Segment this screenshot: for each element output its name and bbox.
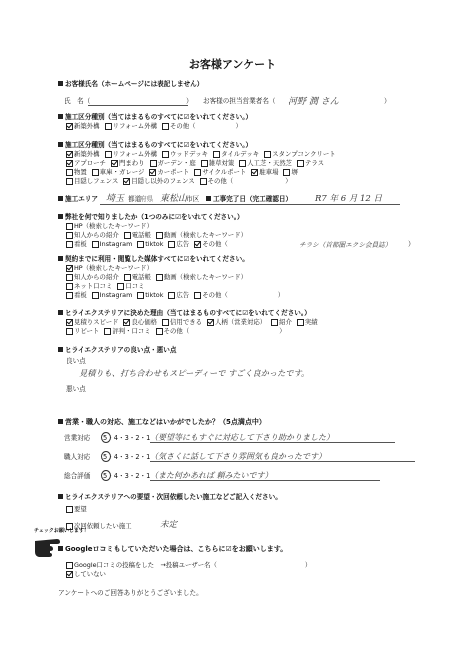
media-option[interactable]: 電話帳 <box>124 273 151 281</box>
checkbox-icon[interactable] <box>66 562 73 569</box>
checkbox-icon[interactable] <box>66 241 73 248</box>
source-option[interactable]: 電話帳 <box>124 231 151 239</box>
media-option-hp[interactable]: HP（検索したキーワード） <box>66 264 153 272</box>
checkbox-icon[interactable] <box>66 571 73 578</box>
checkbox-icon[interactable] <box>162 319 169 326</box>
footer-thanks: アンケートへのご回答ありがとうございました。 <box>58 589 203 597</box>
reason-option[interactable]: リピート <box>66 327 99 335</box>
checkbox-icon[interactable] <box>283 169 290 176</box>
media-option[interactable]: tiktok <box>137 291 163 299</box>
checkbox-icon[interactable] <box>168 241 175 248</box>
reason-option[interactable]: 評判・口コミ <box>104 327 150 335</box>
detail-option[interactable]: 雑草対策 <box>201 159 235 167</box>
checkbox-icon[interactable] <box>66 223 73 230</box>
checkbox-icon[interactable] <box>150 160 157 167</box>
area-line <box>100 204 400 205</box>
checkbox-icon[interactable] <box>66 169 73 176</box>
media-option[interactable]: 看板 <box>66 291 87 299</box>
checkbox-icon[interactable] <box>117 283 124 290</box>
construction-type-options <box>66 122 242 130</box>
checkbox-icon[interactable] <box>137 241 144 248</box>
square-bullet-icon <box>58 196 63 201</box>
checkbox-icon[interactable] <box>66 274 73 281</box>
good-label: 良い点 <box>66 357 86 365</box>
checkbox-icon[interactable] <box>66 232 73 239</box>
page-title: お客様アンケート <box>188 58 277 71</box>
detail-row-2 <box>66 159 324 167</box>
detail-option[interactable]: ガーデン・庭 <box>150 159 196 167</box>
checkbox-icon[interactable] <box>149 169 156 176</box>
reason-option-other[interactable]: その他（ ） <box>156 327 286 335</box>
checkbox-icon[interactable] <box>162 151 169 158</box>
reason-row-1 <box>66 318 318 326</box>
checkbox-icon[interactable] <box>264 151 271 158</box>
detail-row-3 <box>66 168 298 176</box>
detail-option[interactable]: 門まわり <box>111 159 145 167</box>
checkbox-icon[interactable] <box>66 160 73 167</box>
detail-option[interactable]: 目隠しフェンス <box>66 177 118 185</box>
detail-option[interactable]: 物置 <box>66 168 87 176</box>
square-bullet-icon <box>58 347 63 352</box>
checkbox-icon[interactable] <box>66 265 73 272</box>
area-city-suffix: 市区 <box>186 195 200 203</box>
checkbox-icon[interactable] <box>66 123 73 130</box>
checkbox-icon[interactable] <box>194 169 201 176</box>
media-option[interactable]: ネット口コミ <box>66 282 112 290</box>
option-reform[interactable]: リフォーム外構 <box>105 122 157 130</box>
square-bullet-icon <box>58 214 63 219</box>
detail-option[interactable]: アプローチ <box>66 159 106 167</box>
checkbox-icon[interactable] <box>201 160 208 167</box>
name-label: 氏 名（ <box>64 97 91 105</box>
media-row-2 <box>66 273 247 281</box>
checkbox-icon[interactable] <box>66 178 73 185</box>
source-option[interactable]: 動画（検索したキーワード） <box>156 231 247 239</box>
source-option-other[interactable]: その他（ <box>194 240 228 248</box>
source-option[interactable]: 知人からの紹介 <box>66 231 119 239</box>
checkbox-icon[interactable] <box>66 319 73 326</box>
media-option-other[interactable]: その他（ ） <box>194 291 284 299</box>
detail-option[interactable]: 新築外構 <box>66 150 100 158</box>
rating-line <box>150 480 380 481</box>
checkbox-icon[interactable] <box>105 151 112 158</box>
reason-option[interactable]: 紹介 <box>271 318 292 326</box>
detail-option[interactable]: 塀 <box>283 168 297 176</box>
checkbox-icon[interactable] <box>156 328 163 335</box>
source-row-3 <box>66 240 228 248</box>
checkbox-icon[interactable] <box>194 292 201 299</box>
source-row-2 <box>66 231 247 239</box>
detail-option[interactable]: 車庫・ガレージ <box>92 168 145 176</box>
checkbox-icon[interactable] <box>105 123 112 130</box>
name-field-line <box>88 105 188 106</box>
detail-option[interactable]: サイクルポート <box>194 168 246 176</box>
source-option[interactable]: 広告 <box>168 240 189 248</box>
square-bullet-icon <box>58 310 63 315</box>
detail-row-1 <box>66 150 336 158</box>
checkbox-icon[interactable] <box>271 319 278 326</box>
reason-option[interactable]: 信用できる <box>162 318 202 326</box>
media-row-1 <box>66 264 153 272</box>
rating-comment: （要望等にもすぐに対応して下さり助かりました） <box>150 433 334 442</box>
checkbox-icon[interactable] <box>66 283 73 290</box>
media-row-3 <box>66 282 145 290</box>
rating-scale[interactable]: 5・4・3・2・1 <box>103 453 151 461</box>
rating-selected-circle <box>101 432 111 443</box>
option-new[interactable]: 新築外構 <box>66 122 100 130</box>
source-option[interactable]: 看板 <box>66 240 87 248</box>
source-other-close: ） <box>408 240 415 248</box>
square-bullet-icon <box>58 546 63 551</box>
completion-value: R7 年 6 月 12 日 <box>315 194 383 204</box>
checkbox-icon[interactable] <box>200 178 207 185</box>
good-value: 見積りも、打ち合わせもスピーディーで すごく良かったです。 <box>79 368 310 378</box>
rating-selected-circle <box>101 451 111 462</box>
detail-option[interactable]: タイルデッキ <box>213 150 259 158</box>
checkbox-icon[interactable] <box>104 328 111 335</box>
square-bullet-icon <box>58 114 63 119</box>
checkbox-icon[interactable] <box>239 160 246 167</box>
reason-option[interactable]: 良心価格 <box>123 318 157 326</box>
detail-option[interactable]: 駐車場 <box>251 168 278 176</box>
detail-option[interactable]: 人工芝・天然芝 <box>239 159 292 167</box>
checkbox-icon[interactable] <box>66 151 73 158</box>
checkbox-icon[interactable] <box>111 160 118 167</box>
rating-line <box>150 442 395 443</box>
source-row-1 <box>66 222 153 230</box>
reason-option[interactable]: 見積りスピード <box>66 318 118 326</box>
detail-option[interactable]: リフォーム外構 <box>105 150 157 158</box>
media-heading: 契約までに利用・閲覧した媒体すべてに☑をいれてください。 <box>58 255 249 263</box>
checkbox-icon[interactable] <box>137 292 144 299</box>
source-option[interactable]: Instagram <box>92 240 133 248</box>
source-option-hp[interactable]: HP（検索したキーワード） <box>66 222 153 230</box>
construction-detail-heading: 施工区分種別（当てはまるものすべてに☑をいれてください。） <box>58 141 252 149</box>
checkbox-icon[interactable] <box>123 319 130 326</box>
name-close: ） <box>186 97 193 105</box>
rating-selected-circle <box>101 470 111 481</box>
checkbox-icon[interactable] <box>207 319 214 326</box>
detail-option[interactable]: スタンプコンクリート <box>264 150 335 158</box>
square-bullet-icon <box>58 81 63 86</box>
checkbox-icon[interactable] <box>213 151 220 158</box>
detail-option[interactable]: カーポート <box>149 168 189 176</box>
checkbox-icon[interactable] <box>124 274 131 281</box>
rating-heading: 営業・職人の対応、施工などはいかがでしたか？（5点満点中） <box>58 418 266 426</box>
source-other-value: チラシ（首都圏エクシ会員誌） <box>299 241 392 249</box>
source-heading: 弊社を何で知りましたか（1つのみに☑をいれてください。） <box>58 213 244 221</box>
checkbox-icon[interactable] <box>194 241 201 248</box>
checkbox-icon[interactable] <box>156 232 163 239</box>
media-option[interactable]: 知人からの紹介 <box>66 273 119 281</box>
checkbox-icon[interactable] <box>168 292 175 299</box>
request-next-value: 未定 <box>160 520 178 530</box>
square-bullet-icon <box>58 419 63 424</box>
square-bullet-icon <box>58 494 63 499</box>
checkbox-icon[interactable] <box>251 169 258 176</box>
rating-label: 営業対応 <box>64 434 91 442</box>
media-option[interactable]: 口コミ <box>117 282 144 290</box>
rating-label: 総合評価 <box>64 472 91 480</box>
staff-label: お客様の担当営業者名（ <box>203 97 276 105</box>
reason-option[interactable]: 実績 <box>297 318 318 326</box>
square-bullet-icon <box>58 256 63 261</box>
area-pref-suffix-2: 府県 <box>140 195 154 203</box>
stamp-text: チェックお願いします！ <box>34 528 89 534</box>
google-posted-row[interactable]: Google口コミの投稿をした →投稿ユーザー名（ ） <box>66 561 311 569</box>
request-heading: ヒライエクステリアへの要望・次回依頼したい施工などご記入ください。 <box>58 493 282 501</box>
checkbox-icon[interactable] <box>123 178 130 185</box>
detail-option[interactable]: テラス <box>297 159 324 167</box>
google-heading: Googleロコミもしていただいた場合は、こちらに☑をお願いします。 <box>58 545 287 553</box>
checkbox-icon[interactable] <box>92 292 99 299</box>
request-option-next[interactable]: 次回依頼したい施工 <box>66 522 132 530</box>
staff-value: 河野 潤 さん <box>288 97 339 107</box>
request-option-want[interactable]: 要望 <box>66 505 87 513</box>
media-option[interactable]: 広告 <box>168 291 189 299</box>
area-pref-suffix: 都道 <box>128 195 142 203</box>
rating-scale[interactable]: 5・4・3・2・1 <box>103 434 151 442</box>
rating-label: 職人対応 <box>64 453 91 461</box>
name-heading: お客様氏名（ホームページには表記しません） <box>58 80 203 88</box>
checkbox-icon[interactable] <box>297 319 304 326</box>
detail-option[interactable]: その他（ ） <box>200 177 292 185</box>
construction-type-heading: 施工区分種別（当てはまるものすべてに☑をいれてください。） <box>58 113 252 121</box>
checkbox-icon[interactable] <box>156 274 163 281</box>
media-option[interactable]: 動画（検索したキーワード） <box>156 273 247 281</box>
reason-row-2 <box>66 327 286 335</box>
detail-row-4 <box>66 177 292 185</box>
square-bullet-icon <box>58 142 63 147</box>
checkbox-icon[interactable] <box>66 506 73 513</box>
detail-option[interactable]: ウッドデッキ <box>162 150 208 158</box>
square-bullet-icon <box>206 196 211 201</box>
rating-comment: （気さくに話して下さり雰囲気も良かったです） <box>150 452 326 461</box>
media-row-4 <box>66 291 284 299</box>
reason-option[interactable]: 人柄（営業対応） <box>207 318 266 326</box>
area-heading: 施工エリア <box>58 195 98 203</box>
checkbox-icon[interactable] <box>92 241 99 248</box>
checkbox-icon[interactable] <box>297 160 304 167</box>
checkbox-icon[interactable] <box>66 292 73 299</box>
completion-label: 工事完了日（完工確認日） <box>206 195 292 203</box>
reason-heading: ヒライエクステリアに決めた理由（当てはまるものすべてに☑をいれてください。） <box>58 309 311 317</box>
media-option[interactable]: Instagram <box>92 291 133 299</box>
detail-option[interactable]: 目隠し以外のフェンス <box>123 177 194 185</box>
checkbox-icon[interactable] <box>124 232 131 239</box>
bad-label: 悪い点 <box>66 385 86 393</box>
staff-close: ） <box>384 97 391 105</box>
checkbox-icon[interactable] <box>162 123 169 130</box>
checkbox-icon[interactable] <box>66 328 73 335</box>
option-other[interactable]: その他（ ） <box>162 122 242 130</box>
area-city: 東松山 <box>160 194 188 204</box>
google-not-row[interactable]: していない <box>66 570 106 578</box>
rating-scale[interactable]: 5・4・3・2・1 <box>103 472 151 480</box>
checkbox-icon[interactable] <box>92 169 99 176</box>
rating-line <box>150 461 415 462</box>
source-option[interactable]: tiktok <box>137 240 163 248</box>
area-pref: 埼玉 <box>106 194 125 204</box>
rating-comment: （また何かあれば 頼みたいです） <box>150 471 273 480</box>
goodbad-heading: ヒライエクステリアの良い点・悪い点 <box>58 346 176 354</box>
